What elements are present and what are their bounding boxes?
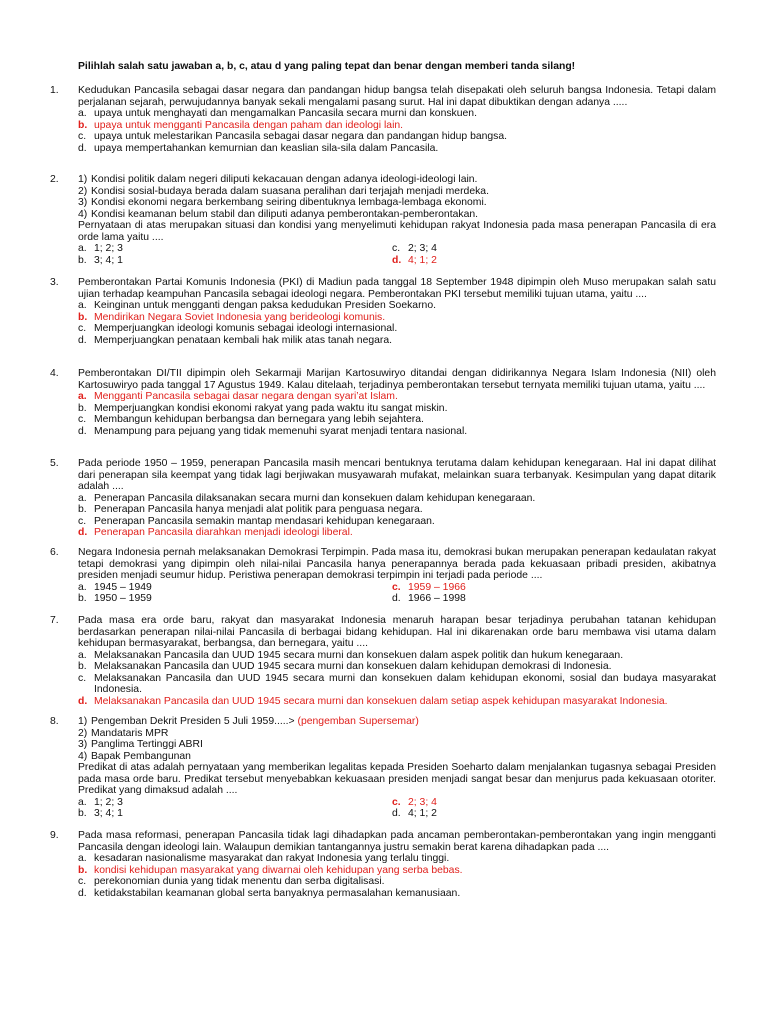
statement-4: 4) Bapak Pembangunan bbox=[78, 750, 191, 762]
option-d[interactable]: d. ketidakstabilan keamanan global serta banyaknya permasalahan kemanusiaan. bbox=[78, 887, 461, 899]
option-b[interactable]: b. Penerapan Pancasila hanya menjadi alat politik para penguasa negara. bbox=[78, 504, 423, 516]
question-number: 5. bbox=[50, 458, 59, 469]
instruction-text: Pilihlah salah satu jawaban a, b, c, atau d yang paling tepat dan benar dengan memberi tanda silang! bbox=[78, 61, 576, 72]
question-stem: Pada masa reformasi, penerapan Pancasila tidak lagi dihadapkan pada ancaman pemberontakan-pemberontakan yang ingin mengganti Pancasila dengan ideologi lain. Walaupun demikian tantangannya justru semakin berat karena dihadapkan pada .... bbox=[78, 830, 716, 853]
option-b[interactable]: b. 3; 4; 1 bbox=[78, 808, 123, 820]
option-c[interactable]: c. perekonomian dunia yang tidak menentu dan serba digitalisasi. bbox=[78, 876, 385, 888]
option-a[interactable]: a. 1; 2; 3 bbox=[78, 243, 123, 255]
statement-2: 2) Kondisi sosial-budaya berada dalam suasana peralihan dari terjajah menjadi merdeka. bbox=[78, 185, 489, 197]
question-stem: Pada masa era orde baru, rakyat dan masyarakat Indonesia menaruh harapan besar terjadinya perubahan tatanan kehidupan berdasarkan penerapan nilai-nilai Pancasila di berbagai bidang kehidupan. Hal ini dikarenakan orde baru membawa visi utama dalam kehidupan bermasyarakat, berbangsa, dan bernegara, yaitu .... bbox=[78, 615, 716, 650]
option-c-marked-answer[interactable]: c. 2; 3; 4 bbox=[392, 796, 437, 808]
options-grid bbox=[78, 797, 716, 820]
option-a[interactable]: a. kesadaran nasionalisme masyarakat dan rakyat Indonesia yang terlalu tinggi. bbox=[78, 853, 450, 865]
question-number: 3. bbox=[50, 277, 59, 288]
option-c[interactable]: c. Melaksanakan Pancasila dan UUD 1945 secara murni dan konsekuen dalam kehidupan ekonomi, sosial dan budaya masyarakat Indonesia. bbox=[78, 672, 716, 696]
answer-note: (pengemban Supersemar) bbox=[297, 716, 419, 727]
statement-2: 2) Mandataris MPR bbox=[78, 727, 169, 739]
option-c[interactable]: c. Memperjuangkan ideologi komunis sebagai ideologi internasional. bbox=[78, 323, 398, 335]
option-b-marked-answer[interactable]: b. kondisi kehidupan masyarakat yang diwarnai oleh kehidupan yang serba bebas. bbox=[78, 864, 463, 876]
question-stem: Pemberontakan DI/TII dipimpin oleh Sekarmaji Marijan Kartosuwiryo ditandai dengan didirikannya Negara Islam Indonesia (NII) oleh Kartosuwiryo pada tanggal 17 Agustus 1949. Kalau ditelaah, terjadinya pemberontakan tersebut ternyata memiliki tujuan utama, yaitu .... bbox=[78, 368, 716, 391]
option-d[interactable]: d. upaya mempertahankan kemurnian dan keaslian sila-sila dalam Pancasila. bbox=[78, 142, 439, 154]
option-c[interactable]: c. Penerapan Pancasila semakin mantap mendasari kehidupan kenegaraan. bbox=[78, 515, 435, 527]
statement-1: 1) Pengemban Dekrit Presiden 5 Juli 1959.....> (pengemban Supersemar) bbox=[78, 716, 419, 727]
option-b[interactable]: b. 1950 – 1959 bbox=[78, 593, 152, 605]
question-stem: Negara Indonesia pernah melaksanakan Demokrasi Terpimpin. Pada masa itu, demokrasi bukan merupakan penerapan kedaulatan rakyat tetapi demokrasi yang dipimpin oleh nilai-nilai Pancasila hanya penerapannya berada pada kekuasaan pribadi presiden, akibatnya presiden menjadi seumur hidup. Peristiwa penerapan demokrasi terpimpin ini terjadi pada periode .... bbox=[78, 547, 716, 582]
option-a[interactable]: a. Penerapan Pancasila dilaksanakan secara murni dan konsekuen dalam kehidupan kenegaraan. bbox=[78, 492, 536, 504]
question-stem: Pada periode 1950 – 1959, penerapan Pancasila masih mencari bentuknya terutama dalam kehidupan kenegaraan. Hal ini dapat dilihat dari penerapan sila keempat yang tidak lagi berjiwakan musyawarah mufakat, melainkan suara terbanyak. Kesimpulan yang dapat ditarik adalah .... bbox=[78, 458, 716, 493]
question-number: 7. bbox=[50, 615, 59, 626]
option-a[interactable]: a. Melaksanakan Pancasila dan UUD 1945 secara murni dan konsekuen dalam aspek politik dan hukum kenegaraan. bbox=[78, 649, 624, 661]
option-a[interactable]: a. 1; 2; 3 bbox=[78, 796, 123, 808]
option-a[interactable]: a. 1945 – 1949 bbox=[78, 581, 152, 593]
question-stem: Pernyataan di atas merupakan situasi dan kondisi yang menyelimuti kehidupan rakyat Indonesia pada masa penerapan Pancasila di era orde lama yaitu .... bbox=[78, 220, 716, 243]
option-a[interactable]: a. upaya untuk menghayati dan mengamalkan Pancasila secara murni dan konskuen. bbox=[78, 108, 477, 120]
option-c[interactable]: c. 2; 3; 4 bbox=[392, 243, 437, 255]
question-number: 8. bbox=[50, 716, 59, 727]
option-c[interactable]: c. upaya untuk melestarikan Pancasila sebagai dasar negara dan pandangan hidup bangsa. bbox=[78, 131, 508, 143]
option-d-marked-answer[interactable]: d. Melaksanakan Pancasila dan UUD 1945 secara murni dan konsekuen dalam setiap aspek kehidupan masyarakat Indonesia. bbox=[78, 695, 668, 707]
question-number: 1. bbox=[50, 85, 59, 96]
statement-4: 4) Kondisi keamanan belum stabil dan diliputi adanya pemberontakan-pemberontakan. bbox=[78, 208, 479, 220]
option-b[interactable]: b. 3; 4; 1 bbox=[78, 254, 123, 266]
option-d[interactable]: d. Memperjuangkan penataan kembali hak milik atas tanah negara. bbox=[78, 334, 393, 346]
option-a-marked-answer[interactable]: a. Mengganti Pancasila sebagai dasar negara dengan syari’at Islam. bbox=[78, 391, 398, 403]
option-a[interactable]: a. Keinginan untuk mengganti dengan paksa kedudukan Presiden Soekarno. bbox=[78, 300, 436, 312]
option-c[interactable]: c. Membangun kehidupan berbangsa dan bernegara yang lebih sejahtera. bbox=[78, 414, 424, 426]
option-d[interactable]: d. Menampung para pejuang yang tidak memenuhi syarat menjadi tentara nasional. bbox=[78, 425, 468, 437]
question-stem: Predikat di atas adalah pernyataan yang memberikan legalitas kepada Presiden Soeharto dalam menjalankan tugasnya sebagai Presiden pada masa orde baru. Predikat tersebut menyebabkan kekuasaan presiden menjadi sangat besar dan menjurus pada kekuasaan otoriter. Predikat yang dimaksud adalah .... bbox=[78, 762, 716, 797]
option-b-marked-answer[interactable]: b. Mendirikan Negara Soviet Indonesia yang berideologi komunis. bbox=[78, 311, 386, 323]
option-d[interactable]: d. 4; 1; 2 bbox=[392, 808, 437, 820]
question-stem: Kedudukan Pancasila sebagai dasar negara dan pandangan hidup bangsa telah disepakati oleh seluruh bangsa Indonesia. Tetapi dalam perjalanan sejarah, perwujudannya banyak sekali mengalami pasang surut. Hal ini dapat dibuktikan dengan adanya ..... bbox=[78, 85, 716, 108]
question-number: 9. bbox=[50, 830, 59, 841]
option-b-marked-answer[interactable]: b. upaya untuk mengganti Pancasila dengan paham dan ideologi lain. bbox=[78, 119, 404, 131]
question-number: 6. bbox=[50, 547, 59, 558]
option-d-marked-answer[interactable]: d. Penerapan Pancasila diarahkan menjadi ideologi liberal. bbox=[78, 527, 353, 539]
option-d[interactable]: d. 1966 – 1998 bbox=[392, 593, 466, 605]
option-c-marked-answer[interactable]: c. 1959 – 1966 bbox=[392, 581, 466, 593]
options-grid bbox=[78, 582, 716, 605]
option-b[interactable]: b. Melaksanakan Pancasila dan UUD 1945 secara murni dan konsekuen dalam kehidupan demokrasi di Indonesia. bbox=[78, 661, 612, 673]
question-stem: Pemberontakan Partai Komunis Indonesia (PKI) di Madiun pada tanggal 18 September 1948 dipimpin oleh Muso merupakan salah satu ujian terhadap keampuhan Pancasila sebagai ideologi negara. Pemberontakan PKI tersebut memiliki tujuan utama, yaitu .... bbox=[78, 277, 716, 300]
question-number: 2. bbox=[50, 174, 59, 185]
option-b[interactable]: b. Memperjuangkan kondisi ekonomi rakyat yang pada waktu itu sangat miskin. bbox=[78, 402, 448, 414]
statement-3: 3) Panglima Tertinggi ABRI bbox=[78, 739, 203, 751]
statement-3: 3) Kondisi ekonomi negara berkembang seiring dibentuknya lembaga-lembaga ekonomi. bbox=[78, 197, 487, 209]
options-grid bbox=[78, 243, 716, 266]
option-d-marked-answer[interactable]: d. 4; 1; 2 bbox=[392, 254, 437, 266]
question-number: 4. bbox=[50, 368, 59, 379]
statement-1: 1) Kondisi politik dalam negeri diliputi kekacauan dengan adanya ideologi-ideologi lain. bbox=[78, 174, 478, 185]
